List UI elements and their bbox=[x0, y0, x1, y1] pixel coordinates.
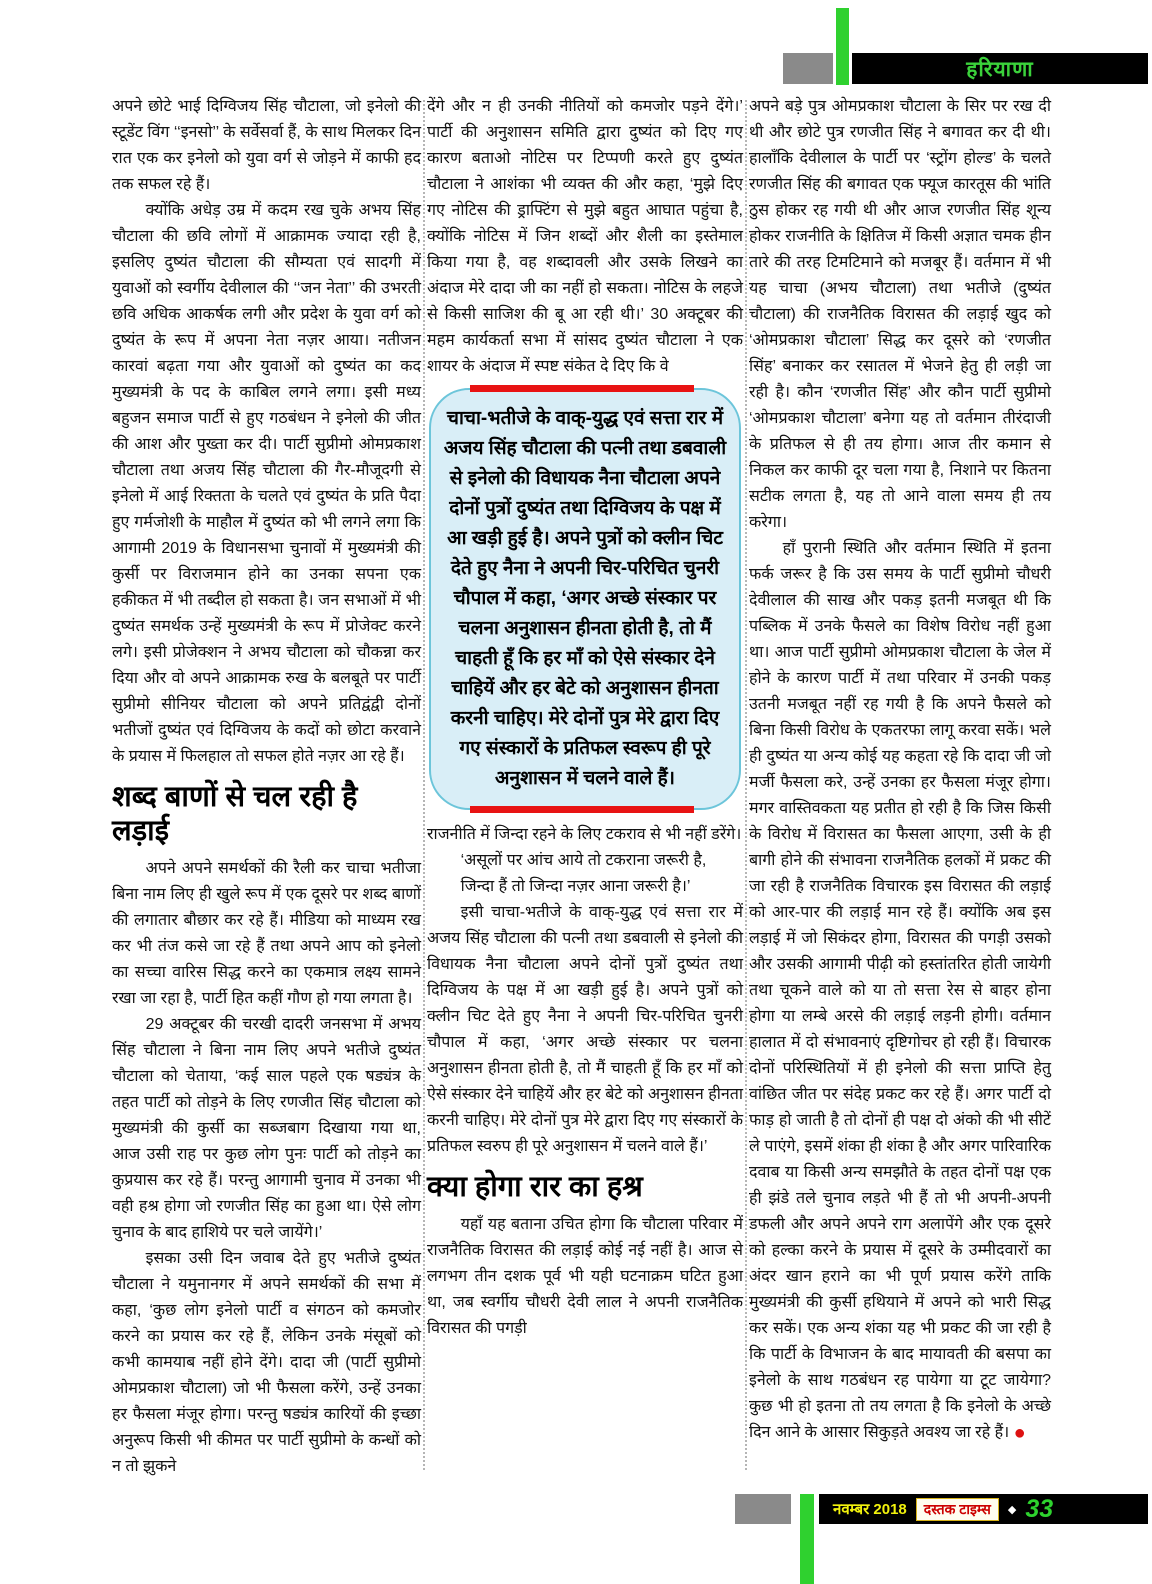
column-separator bbox=[745, 100, 747, 1470]
body-paragraph: क्योंकि अधेड़ उम्र में कदम रख चुके अभय सिंह चौटाला की छवि लोगों में आक्रामक ज्यादा रही है, इसलिए दुष्यंत चौटाला की सौम्यता एवं सादगी में युवाओं को स्वर्गीय देवीलाल की ‘‘जन नेता’’ की उभरती छवि अधिक आकर्षक लगी और प्रदेश के युवा वर्ग को दुष्यंत के रूप में अपना नेता नज़र आया। नतीजन कारवां बढ़ता गया और युवाओं को दुष्यंत का कद मुख्यमंत्री के पद के काबिल लगने लगा। इसी मध्य बहुजन समाज पार्टी से हुए गठबंधन ने इनेलो की जीत की आश और पुख्ता कर दी। पार्टी सुप्रीमो ओमप्रकाश चौटाला तथा अजय सिंह चौटाला की गैर-मौजूदगी से इनेलो में आई रिक्तता के चलते एवं दुष्यंत के प्रति पैदा हुए गर्मजोशी के माहौल में दुष्यंत को भी लगने लगा कि आगामी 2019 के विधानसभा चुनावों में मुख्यमंत्री की कुर्सी पर विराजमान होने का उनका सपना एक हकीकत में भी तब्दील हो सकता है। जन सभाओं में भी दुष्यंत समर्थक उन्हें मुख्यमंत्री के रूप में प्रोजेक्ट करने लगे। इसी प्रोजेक्शन ने अभय चौटाला को चौकन्ना कर दिया और वो अपने आक्रामक रुख के बलबूते पर पार्टी सुप्रीमो सीनियर चौटाला को अपने प्रतिद्वंद्वी दोनों भतीजों दुष्यंत एवं दिग्विजय के कदों को छोटा करवाने के प्रयास में फिलहाल तो सफल होते नज़र आ रहे हैं। bbox=[112, 202, 421, 765]
pull-quote-text: चाचा-भतीजे के वाक्-युद्ध एवं सत्ता रार में अजय सिंह चौटाला की पत्नी तथा डबवाली से इनेलो की विधायक नैना चौटाला अपने दोनों पुत्रों दुष्यंत तथा दिग्विजय के पक्ष में आ खड़ी हुई है। अपने पुत्रों को क्लीन चिट देते हुए नैना ने अपनी चिर-परिचित चुनरी चौपाल में कहा, ‘अगर अच्छे संस्कार पर चलना अनुशासन हीनता होती है, तो मैं चाहती हूँ कि हर माँ को ऐसे संस्कार देने चाहियें और हर बेटे को अनुशासन हीनता करनी चाहिए। मेरे दोनों पुत्र मेरे द्वारा दिए गए संस्कारों के प्रतिफल स्वरूप ही पूरे अनुशासन में चलने वाले हैं। bbox=[429, 388, 741, 810]
section-label: हरियाणा bbox=[966, 57, 1034, 81]
body-paragraph: ‘असूलों पर आंच आये तो टकराना जरूरी है, bbox=[460, 852, 707, 869]
article-end-mark: ● bbox=[1013, 1422, 1026, 1444]
subheading-kya-hoga: क्या होगा रार का हश्र bbox=[427, 1171, 643, 1203]
body-paragraph-text: हाँ पुरानी स्थिति और वर्तमान स्थिति में इतना फर्क जरूर है कि उस समय के पार्टी सुप्रीमो चौधरी देवीलाल की साख और पकड़ इतनी मजबूत थी कि पब्लिक में उनके फैसले का विशेष विरोध नहीं हुआ था। आज पार्टी सुप्रीमो ओमप्रकाश चौटाला के जेल में होने के कारण पार्टी में तथा परिवार में उनकी पकड़ उतनी मजबूत नहीं रह गयी है कि अपने फैसले को बिना किसी विरोध के एकतरफा लागू करवा सकें। भले ही दुष्यंत या अन्य कोई यह कहता रहे कि दादा जी जो मर्जी फैसला करे, उन्हें उनका हर फैसला मंजूर होगा। मगर वास्तिवकता यह प्रतीत हो रही है कि जिस किसी के विरोध में विरासत का फैसला आएगा, उसी के ही बागी होने की संभावना राजनैतिक हलकों में प्रकट की जा रही है राजनैतिक विचारक इस विरासत की लड़ाई को आर-पार की लड़ाई मान रहे हैं। क्योंकि अब इस लड़ाई में जो सिकंदर होगा, विरासत की पगड़ी उसको और उसकी आगामी पीढ़ी को हस्तांतरित होती जायेगी तथा चूकने वाले को या तो सत्ता रेस से बाहर होना होगा या लम्बे अरसे की लड़ाई लड़नी होगी। वर्तमान हालात में दो संभावनाएं दृष्टिगोचर हो रही हैं। विचारक दोनों परिस्थितियों में ही इनेलो की सत्ता प्राप्ति हेतु वांछित जीत पर संदेह प्रकट कर रहे हैं। अगर पार्टी दो फाड़ हो जाती है तो दोनों ही पक्ष दो अंको की भी सीटें ले पाएंगे, इसमें शंका ही शंका है और अगर पारिवारिक दवाब या किसी अन्य समझौते के तहत दोनों पक्ष एक ही झंडे तले चुनाव लड़ते भी हैं तो भी अपनी-अपनी डफली और अपने अपने राग अलापेंगे और एक दूसरे को हल्का करने के प्रयास में दूसरे के उम्मीदवारों का अंदर खान हराने का भी पूर्ण प्रयास करेंगे ताकि मुख्यमंत्री की कुर्सी हथियाने में अपने को भारी सिद्ध कर सकें। एक अन्य शंका यह भी प्रकट की जा रही है कि पार्टी के विभाजन के बाद मायावती की बसपा का इनेलो के साथ गठबंधन रह पायेगा या टूट जायेगा? कुछ भी हो इतना तो तय लगता है कि इनेलो के अच्छे दिन आने के आसार सिकुड़ते अवश्य जा रहे हैं। bbox=[749, 540, 1051, 1441]
pull-quote-box bbox=[429, 388, 741, 810]
quote-bottom-rule bbox=[470, 806, 695, 813]
section-header-bar bbox=[852, 53, 1148, 84]
quote-top-rule bbox=[470, 385, 695, 392]
footer-gray-block bbox=[735, 1494, 791, 1524]
body-paragraph: इसी चाचा-भतीजे के वाक्-युद्ध एवं सत्ता रार में अजय सिंह चौटाला की पत्नी तथा डबवाली से इनेलो की विधायक नैना चौटाला अपने दोनों पुत्रों दुष्यंत तथा दिग्विजय के पक्ष में आ खड़ी हुई है। अपने पुत्रों को क्लीन चिट देते हुए नैना ने अपनी चिर-परिचित चुनरी चौपाल में कहा, ‘अगर अच्छे संस्कार पर चलना अनुशासन हीनता होती है, तो मैं चाहती हूँ कि हर माँ को ऐसे संस्कार देने चाहियें और हर बेटे को अनुशासन हीनता करनी चाहिए। मेरे दोनों पुत्र मेरे द्वारा दिए गए संस्कारों के प्रतिफल स्वरुप ही पूरे अनुशासन में चलने वाले हैं।’ bbox=[427, 904, 743, 1155]
body-paragraph: देंगे और न ही उनकी नीतियों को कमजोर पड़ने देंगे।’ पार्टी की अनुशासन समिति द्वारा दुष्यंत को दिए गए कारण बताओ नोटिस पर टिप्पणी करते हुए दुष्यंत चौटाला ने आशंका भी व्यक्त की और कहा, ‘मुझे दिए गए नोटिस की ड्राफ्टिंग से मुझे बहुत आघात पहुंचा है, क्योंकि नोटिस में जिन शब्दों और शैली का इस्तेमाल किया गया है, वह शब्दावली और उसके लिखने का अंदाज मेरे दादा जी का नहीं हो सकता। नोटिस के लहजे से किसी साजिश की बू आ रही थी।’ 30 अक्टूबर की महम कार्यकर्ता सभा में सांसद दुष्यंत चौटाला ने एक शायर के अंदाज में स्पष्ट संकेत दे दिए कि वे bbox=[427, 98, 743, 375]
header-green-bar bbox=[836, 8, 849, 85]
article-column-2 bbox=[427, 94, 743, 1342]
footer-green-bar bbox=[800, 1494, 814, 1584]
body-paragraph: 29 अक्टूबर की चरखी दादरी जनसभा में अभय सिंह चौटाला ने बिना नाम लिए अपने भतीजे दुष्यंत चौटाला को चेताया, ‘कई साल पहले एक षड्यंत्र के तहत पार्टी को तोड़ने के लिए रणजीत सिंह चौटाला को मुख्यमंत्री की कुर्सी का सब्जबाग दिखाया गया था, आज उसी राह पर कुछ लोग पुनः पार्टी को तोड़ने का कुप्रयास कर रहे हैं। परन्तु आगामी चुनाव में उनका भी वही हश्र होगा जो रणजीत सिंह का हुआ था। ऐसे लोग चुनाव के बाद हाशिये पर चले जायेंगे।’ bbox=[112, 1016, 421, 1241]
header-gray-block bbox=[783, 53, 833, 84]
magazine-logo: दस्तक टाइम्स bbox=[916, 1498, 999, 1521]
body-paragraph: अपने बड़े पुत्र ओमप्रकाश चौटाला के सिर पर रख दी थी और छोटे पुत्र रणजीत सिंह ने बगावत कर दी थी। हालाँकि देवीलाल के पार्टी पर ‘स्ट्रोंग होल्ड’ के चलते रणजीत सिंह की बगावत एक फ्यूज कारतूस की भांति ठुस होकर रह गयी थी और आज रणजीत सिंह शून्य होकर राजनीति के क्षितिज में किसी अज्ञात चमक हीन तारे की तरह टिमटिमाने को मजबूर हैं। वर्तमान में भी यह चाचा (अभय चौटाला) तथा भतीजे (दुष्यंत चौटाला) की राजनैतिक विरासत की लड़ाई खुद को ‘ओमप्रकाश चौटाला’ सिद्ध कर दूसरे को ‘रणजीत सिंह’ बनाकर कर रसातल में भेजने हेतु ही लड़ी जा रही है। कौन ‘रणजीत सिंह’ और कौन पार्टी सुप्रीमो ‘ओमप्रकाश चौटाला’ बनेगा यह तो वर्तमान तीरंदाजी के प्रतिफल से ही तय होगा। आज तीर कमान से निकल कर काफी दूर चला गया है, निशाने पर कितना सटीक लगता है, यह तो आने वाला समय ही तय करेगा। bbox=[749, 98, 1051, 531]
body-paragraph: राजनीति में जिन्दा रहने के लिए टकराव से भी नहीं डरेंगे। bbox=[427, 826, 742, 843]
body-paragraph: जिन्दा हैं तो जिन्दा नज़र आना जरूरी है।’ bbox=[460, 878, 691, 895]
body-paragraph: यहाँ यह बताना उचित होगा कि चौटाला परिवार में राजनैतिक विरासत की लड़ाई कोई नई नहीं है। आज से लगभग तीन दशक पूर्व भी यही घटनाक्रम घटित हुआ था, जब स्वर्गीय चौधरी देवी लाल ने अपनी राजनैतिक विरासत की पगड़ी bbox=[427, 1216, 743, 1337]
article-column-1 bbox=[112, 94, 421, 1480]
body-paragraph: इसका उसी दिन जवाब देते हुए भतीजे दुष्यंत चौटाला ने यमुनानगर में अपने समर्थकों की सभा में कहा, ‘कुछ लोग इनेलो पार्टी व संगठन को कमजोर करने का प्रयास कर रहे हैं, लेकिन उनके मंसूबों को कभी कामयाब नहीं होने देंगे। दादा जी (पार्टी सुप्रीमो ओमप्रकाश चौटाला) जो भी फैसला करेंगे, उन्हें उनका हर फैसला मंजूर होगा। परन्तु षड्यंत्र कारियों की इच्छा अनुरूप किसी भी कीमत पर पार्टी सुप्रीमो के कन्धों को न तो झुकने bbox=[112, 1250, 421, 1475]
column-separator bbox=[423, 100, 425, 1470]
issue-date: नवम्बर 2018 bbox=[833, 1501, 907, 1518]
body-paragraph bbox=[749, 536, 1051, 1446]
footer-bar bbox=[819, 1494, 1148, 1524]
body-paragraph: अपने अपने समर्थकों की रैली कर चाचा भतीजा बिना नाम लिए ही खुले रूप में एक दूसरे पर शब्द बाणों की लगातार बौछार कर रहे हैं। मीडिया को माध्यम रख कर भी तंज कसे जा रहे हैं तथा अपने आप को इनेलो का सच्चा वारिस सिद्ध करने का एकमात्र लक्ष्य सामने रखा जा रहा है, पार्टी हित कहीं गौण हो गया लगता है। bbox=[112, 860, 421, 1007]
subheading-shabd-baan: शब्द बाणों से चल रही है लड़ाई bbox=[112, 781, 358, 847]
article-column-3 bbox=[749, 94, 1051, 1446]
diamond-icon: ◆ bbox=[1007, 1503, 1017, 1516]
page-number: 33 bbox=[1025, 1494, 1054, 1523]
body-paragraph: अपने छोटे भाई दिग्विजय सिंह चौटाला, जो इनेलो की स्टूडेंट विंग ‘‘इनसो’’ के सर्वेसर्वा हैं, के साथ मिलकर दिन रात एक कर इनेलो को युवा वर्ग से जोड़ने में काफी हद तक सफल रहे हैं। bbox=[112, 98, 421, 193]
